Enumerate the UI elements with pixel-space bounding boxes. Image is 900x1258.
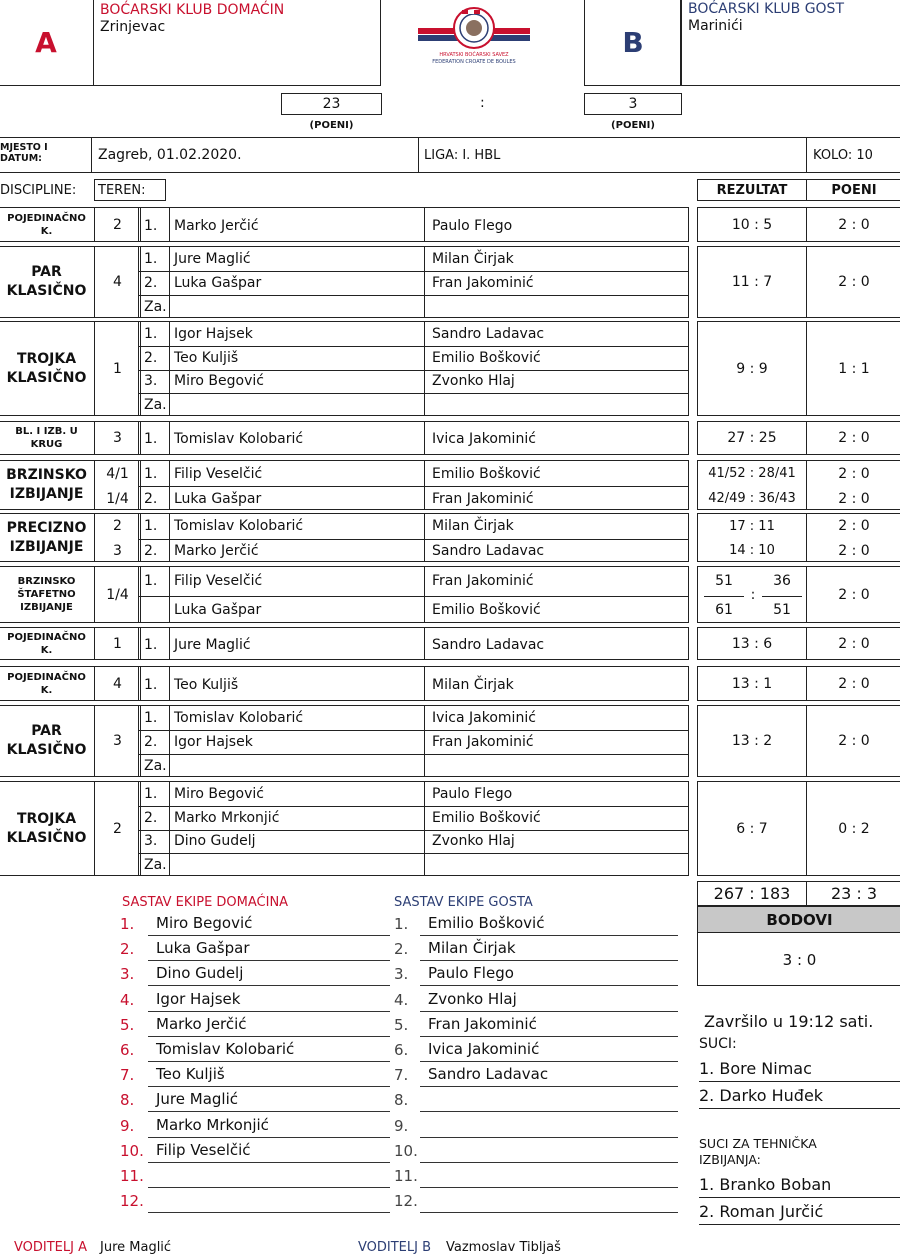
home-roster-player: Teo Kuljiš [156, 1065, 225, 1084]
home-roster-number: 2. [120, 940, 135, 959]
away-club-label: BOĆARSKI KLUB GOST [688, 1, 844, 17]
home-player: Filip Veselčić [174, 573, 263, 590]
court-number: 1 [113, 360, 122, 377]
away-roster-number: 9. [394, 1116, 409, 1135]
players-grid [138, 321, 689, 416]
player-row-number: 1. [144, 676, 158, 693]
result-value: 13 : 2 [731, 733, 773, 749]
court-number: 3 [113, 542, 122, 559]
home-player: Miro Begović [174, 785, 264, 802]
coach-a-name: Jure Maglić [100, 1240, 172, 1255]
away-points-label: (POENI) [611, 120, 655, 131]
home-club-name: Zrinjevac [100, 19, 166, 35]
result-cell [697, 566, 807, 623]
away-player: Ivica Jakominić [432, 431, 536, 447]
court-number: 4/1 [106, 465, 129, 482]
away-roster-number: 2. [394, 940, 409, 959]
bodovi-value: 3 : 0 [782, 951, 817, 969]
away-letter-box [584, 0, 682, 86]
discipline-name: TROJKA KLASIČNO [6, 810, 87, 846]
info-row [0, 137, 900, 173]
home-player: Igor Hajsek [174, 325, 253, 342]
points-cell [806, 421, 900, 455]
tech-judges-list [697, 1172, 900, 1228]
points-cell [806, 207, 900, 242]
away-player: Fran Jakominić [432, 275, 534, 291]
home-player: Jure Maglić [174, 636, 251, 653]
away-player: Emilio Bošković [432, 809, 541, 826]
discipline-name: POJEDINAČNO K. [7, 212, 86, 237]
away-player: Zvonko Hlaj [432, 833, 515, 850]
points-cell [806, 460, 900, 510]
home-roster-player: Marko Mrkonjić [156, 1115, 269, 1134]
points-cell [806, 513, 900, 562]
home-club-box [93, 0, 381, 86]
bodovi-label: BODOVI [698, 907, 900, 933]
home-roster-number: 12. [120, 1192, 144, 1211]
result-cell [697, 781, 807, 876]
result-value: 13 : 1 [731, 675, 773, 692]
away-letter: B [622, 25, 644, 59]
match-block [0, 246, 900, 318]
home-roster-number: 6. [120, 1041, 135, 1059]
home-letter-box [0, 0, 94, 86]
away-club-name: Marinići [688, 18, 743, 34]
court-number: 2 [113, 820, 122, 837]
away-points-total: 3 [584, 93, 682, 115]
match-block [0, 566, 900, 623]
result-value: 42/49 : 36/43 [708, 491, 796, 506]
player-row-number: 2. [144, 542, 158, 559]
player-row-number: 2. [144, 275, 158, 291]
away-roster-number: 4. [394, 990, 409, 1009]
away-roster-player: Milan Čirjak [428, 939, 516, 958]
relay-separator: : [750, 586, 756, 603]
home-player: Marko Mrkonjić [174, 809, 280, 826]
player-row-number: Za. [144, 397, 167, 414]
away-roster-number: 5. [394, 1015, 409, 1034]
home-roster-number: 4. [120, 990, 135, 1009]
court-number: 2 [113, 518, 122, 535]
logo-text-top: HRVATSKI BOĆARSKI SAVEZ [439, 52, 509, 58]
judge-1: 1. Bore Nimac [699, 1056, 900, 1082]
place-date-label: MJESTO I DATUM: [0, 142, 48, 164]
finish-time: Završilo u 19:12 sati. [704, 1012, 874, 1031]
league: LIGA: I. HBL [424, 147, 501, 163]
court-cell [94, 421, 141, 455]
players-grid [138, 246, 689, 318]
discipline-name: POJEDINAČNO K. [7, 671, 86, 696]
tech-judge-1: 1. Branko Boban [699, 1172, 900, 1198]
points-value: 2 : 0 [838, 542, 870, 559]
discipline-cell [0, 460, 95, 510]
result-value: 41/52 : 28/41 [708, 466, 796, 481]
discipline-cell [0, 781, 95, 876]
away-player: Zvonko Hlaj [432, 373, 515, 390]
home-player: Igor Hajsek [174, 734, 253, 750]
discipline-name: BRZINSKO ŠTAFETNO IZBIJANJE [17, 576, 76, 613]
away-roster-player: Emilio Bošković [428, 914, 545, 932]
place-date: Zagreb, 01.02.2020. [98, 147, 242, 163]
home-letter: A [35, 25, 57, 59]
federation-logo [412, 2, 536, 66]
player-row-number: 1. [144, 431, 158, 447]
home-player: Luka Gašpar [174, 490, 262, 507]
discipline-name: PAR KLASIČNO [6, 723, 87, 758]
away-player: Sandro Ladavac [432, 325, 545, 342]
home-roster-title: SASTAV EKIPE DOMAĆINA [122, 895, 289, 910]
discipline-cell [0, 321, 95, 416]
player-row-number: 2. [144, 490, 158, 507]
away-player: Sandro Ladavac [432, 542, 545, 559]
points-value: 2 : 0 [838, 216, 870, 233]
match-block [0, 513, 900, 562]
away-roster-number: 10. [394, 1141, 418, 1160]
points-cell [806, 666, 900, 701]
away-roster-player: Paulo Flego [428, 964, 514, 983]
player-row-number: 2. [144, 734, 158, 750]
home-player: Marko Jerčić [174, 542, 259, 559]
player-row-number: Za. [144, 758, 167, 774]
match-block [0, 321, 900, 416]
away-roster-number: 6. [394, 1041, 409, 1059]
bodovi-box [697, 906, 900, 986]
away-roster-title: SASTAV EKIPE GOSTA [394, 895, 533, 910]
players-grid [138, 666, 689, 701]
discipline-cell [0, 513, 95, 562]
result-cell [697, 705, 807, 777]
coach-b-name: Vazmoslav Tibljaš [446, 1240, 561, 1255]
home-roster-player: Jure Maglić [156, 1090, 239, 1109]
home-roster-player: Luka Gašpar [156, 939, 250, 958]
result-value: 17 : 11 [729, 518, 775, 534]
match-block [0, 460, 900, 510]
court-cell [94, 705, 141, 777]
player-row-number: 1. [144, 785, 158, 802]
points-value: 0 : 2 [838, 820, 870, 837]
court-cell [94, 246, 141, 318]
player-row-number: 1. [144, 518, 158, 535]
match-block [0, 666, 900, 701]
logo-text-bottom: FEDERATION CROATE DE BOULES [432, 59, 516, 65]
away-roster-player: Sandro Ladavac [428, 1065, 549, 1084]
home-roster-number: 3. [120, 965, 135, 984]
away-player: Milan Čirjak [432, 518, 514, 535]
tech-judges-label: SUCI ZA TEHNIČKA IZBIJANJA: [699, 1136, 817, 1167]
total-points: 23 : 3 [806, 881, 900, 906]
result-value: 9 : 9 [736, 360, 768, 377]
away-roster-number: 3. [394, 965, 409, 984]
away-player: Fran Jakominić [432, 490, 534, 507]
result-value: 10 : 5 [731, 216, 773, 233]
home-roster-player: Marko Jerčić [156, 1014, 247, 1033]
court-cell [94, 781, 141, 876]
coach-a-label: VODITELJ A [14, 1240, 87, 1255]
away-player: Sandro Ladavac [432, 636, 545, 653]
away-player: Paulo Flego [432, 785, 513, 802]
result-value: 11 : 7 [731, 274, 773, 290]
match-block [0, 627, 900, 660]
court-header: TEREN: [94, 179, 166, 201]
player-row-number: Za. [144, 857, 167, 874]
court-number: 3 [113, 430, 122, 446]
players-grid [138, 207, 689, 242]
discipline-cell [0, 421, 95, 455]
court-number: 1 [113, 635, 122, 652]
discipline-cell [0, 627, 95, 660]
points-value: 2 : 0 [838, 733, 870, 749]
relay-home-2: 61 [715, 601, 733, 618]
players-grid [138, 566, 689, 623]
court-cell [94, 207, 141, 242]
judges-label: SUCI: [699, 1036, 737, 1052]
home-roster-player: Filip Veselčić [156, 1140, 251, 1159]
away-roster-number: 11. [394, 1167, 418, 1185]
court-number: 2 [113, 216, 122, 233]
discipline-name: BL. I IZB. U KRUG [15, 426, 78, 450]
home-player: Teo Kuljiš [174, 349, 239, 366]
away-roster-number: 12. [394, 1192, 418, 1211]
points-cell [806, 246, 900, 318]
away-player: Emilio Bošković [432, 349, 541, 366]
result-cell [697, 627, 807, 660]
home-roster-number: 5. [120, 1015, 135, 1034]
player-row-number: 3. [144, 373, 158, 390]
discipline-name: PAR KLASIČNO [6, 264, 87, 299]
players-grid [138, 513, 689, 562]
home-roster-player: Tomislav Kolobarić [156, 1040, 295, 1058]
away-player: Paulo Flego [432, 217, 513, 234]
home-points-label: (POENI) [309, 120, 354, 131]
home-player: Luka Gašpar [174, 601, 262, 618]
away-roster-number: 7. [394, 1066, 409, 1085]
court-cell [94, 513, 141, 562]
home-roster-player: Miro Begović [156, 914, 253, 932]
match-block [0, 421, 900, 455]
points-cell [806, 321, 900, 416]
home-player: Filip Veselčić [174, 465, 263, 482]
result-cell [697, 666, 807, 701]
points-value: 2 : 0 [838, 465, 870, 482]
home-points-total: 23 [281, 93, 382, 115]
result-cell [697, 207, 807, 242]
discipline-cell [0, 705, 95, 777]
round: KOLO: 10 [813, 147, 873, 163]
result-cell [697, 246, 807, 318]
discipline-cell [0, 207, 95, 242]
judges-list [697, 1056, 900, 1110]
result-value: 27 : 25 [727, 430, 777, 446]
judge-2: 2. Darko Huđek [699, 1083, 900, 1109]
discipline-name: TROJKA KLASIČNO [6, 350, 87, 386]
player-row-number: 1. [144, 325, 158, 342]
player-row-number: 2. [144, 349, 158, 366]
away-player: Emilio Bošković [432, 601, 541, 618]
away-roster-number: 8. [394, 1091, 409, 1110]
discipline-name: POJEDINAČNO K. [7, 631, 86, 656]
result-cell [697, 513, 807, 562]
points-cell [806, 627, 900, 660]
relay-away-1: 36 [773, 573, 791, 590]
points-value: 2 : 0 [838, 635, 870, 652]
match-block [0, 705, 900, 777]
home-roster-player: Igor Hajsek [156, 989, 241, 1008]
match-block [0, 207, 900, 242]
result-value: 13 : 6 [731, 635, 773, 652]
points-value: 2 : 0 [838, 430, 870, 446]
away-player: Fran Jakominić [432, 573, 534, 590]
home-roster-number: 10. [120, 1141, 144, 1160]
player-row-number: 2. [144, 809, 158, 826]
tech-judge-2: 2. Roman Jurčić [699, 1199, 900, 1225]
players-grid [138, 781, 689, 876]
home-player: Luka Gašpar [174, 275, 262, 291]
players-grid [138, 421, 689, 455]
player-row-number: 1. [144, 710, 158, 726]
players-grid [138, 460, 689, 510]
court-cell [94, 321, 141, 416]
home-player: Marko Jerčić [174, 217, 259, 234]
home-player: Teo Kuljiš [174, 676, 239, 693]
home-roster-number: 8. [120, 1091, 135, 1110]
court-number: 4 [113, 274, 122, 290]
result-value: 6 : 7 [736, 820, 768, 837]
result-cell [697, 421, 807, 455]
player-row-number: 1. [144, 573, 158, 590]
home-player: Tomislav Kolobarić [174, 431, 304, 447]
court-cell [94, 627, 141, 660]
home-player: Tomislav Kolobarić [174, 518, 304, 535]
home-club-label: BOĆARSKI KLUB DOMAĆIN [100, 2, 285, 18]
home-player: Tomislav Kolobarić [174, 710, 304, 726]
away-player: Emilio Bošković [432, 465, 541, 482]
home-player: Miro Begović [174, 373, 264, 390]
points-value: 2 : 0 [838, 518, 870, 535]
court-number: 3 [113, 733, 122, 749]
points-header: POENI [806, 179, 900, 201]
away-roster-player: Zvonko Hlaj [428, 989, 517, 1008]
player-row-number: 1. [144, 636, 158, 653]
court-cell [94, 666, 141, 701]
home-roster-number: 9. [120, 1116, 135, 1135]
player-row-number: Za. [144, 299, 167, 315]
result-value: 14 : 10 [729, 543, 775, 559]
result-header: REZULTAT [697, 179, 807, 201]
home-roster-player: Dino Gudelj [156, 964, 244, 983]
court-cell [94, 566, 141, 623]
discipline-cell [0, 566, 95, 623]
points-separator: : [480, 95, 485, 111]
home-player: Dino Gudelj [174, 833, 256, 850]
discipline-name: PRECIZNO IZBIJANJE [6, 519, 87, 555]
away-roster-player: Ivica Jakominić [428, 1040, 540, 1058]
disciplines-header: DISCIPLINE: [0, 182, 77, 198]
players-grid [138, 705, 689, 777]
player-row-number: 1. [144, 465, 158, 482]
result-cell [697, 321, 807, 416]
court-number: 1/4 [106, 586, 129, 603]
home-roster-number: 11. [120, 1167, 144, 1185]
away-club-box [680, 0, 900, 86]
result-cell [697, 460, 807, 510]
discipline-name: BRZINSKO IZBIJANJE [6, 467, 87, 502]
discipline-cell [0, 246, 95, 318]
points-cell [806, 566, 900, 623]
player-row-number: 1. [144, 217, 158, 234]
court-cell [94, 460, 141, 510]
relay-away-2: 51 [773, 601, 791, 618]
players-grid [138, 627, 689, 660]
points-value: 2 : 0 [838, 490, 870, 507]
points-cell [806, 781, 900, 876]
points-cell [806, 705, 900, 777]
match-block [0, 781, 900, 876]
away-player: Ivica Jakominić [432, 710, 536, 726]
relay-home-1: 51 [715, 573, 733, 590]
player-row-number: 1. [144, 251, 158, 267]
away-player: Milan Čirjak [432, 676, 514, 693]
away-roster-number: 1. [394, 915, 409, 933]
points-value: 2 : 0 [838, 675, 870, 692]
home-roster-number: 7. [120, 1066, 135, 1085]
total-result: 267 : 183 [697, 881, 807, 906]
court-number: 4 [113, 675, 122, 692]
points-value: 1 : 1 [838, 360, 870, 377]
discipline-cell [0, 666, 95, 701]
home-player: Jure Maglić [174, 251, 251, 267]
points-value: 2 : 0 [838, 274, 870, 290]
away-roster-player: Fran Jakominić [428, 1014, 537, 1033]
points-value: 2 : 0 [838, 586, 870, 603]
court-number: 1/4 [106, 490, 129, 507]
home-roster-number: 1. [120, 915, 135, 933]
away-player: Fran Jakominić [432, 734, 534, 750]
coach-b-label: VODITELJ B [358, 1240, 432, 1255]
player-row-number: 3. [144, 833, 158, 850]
away-player: Milan Čirjak [432, 251, 514, 267]
